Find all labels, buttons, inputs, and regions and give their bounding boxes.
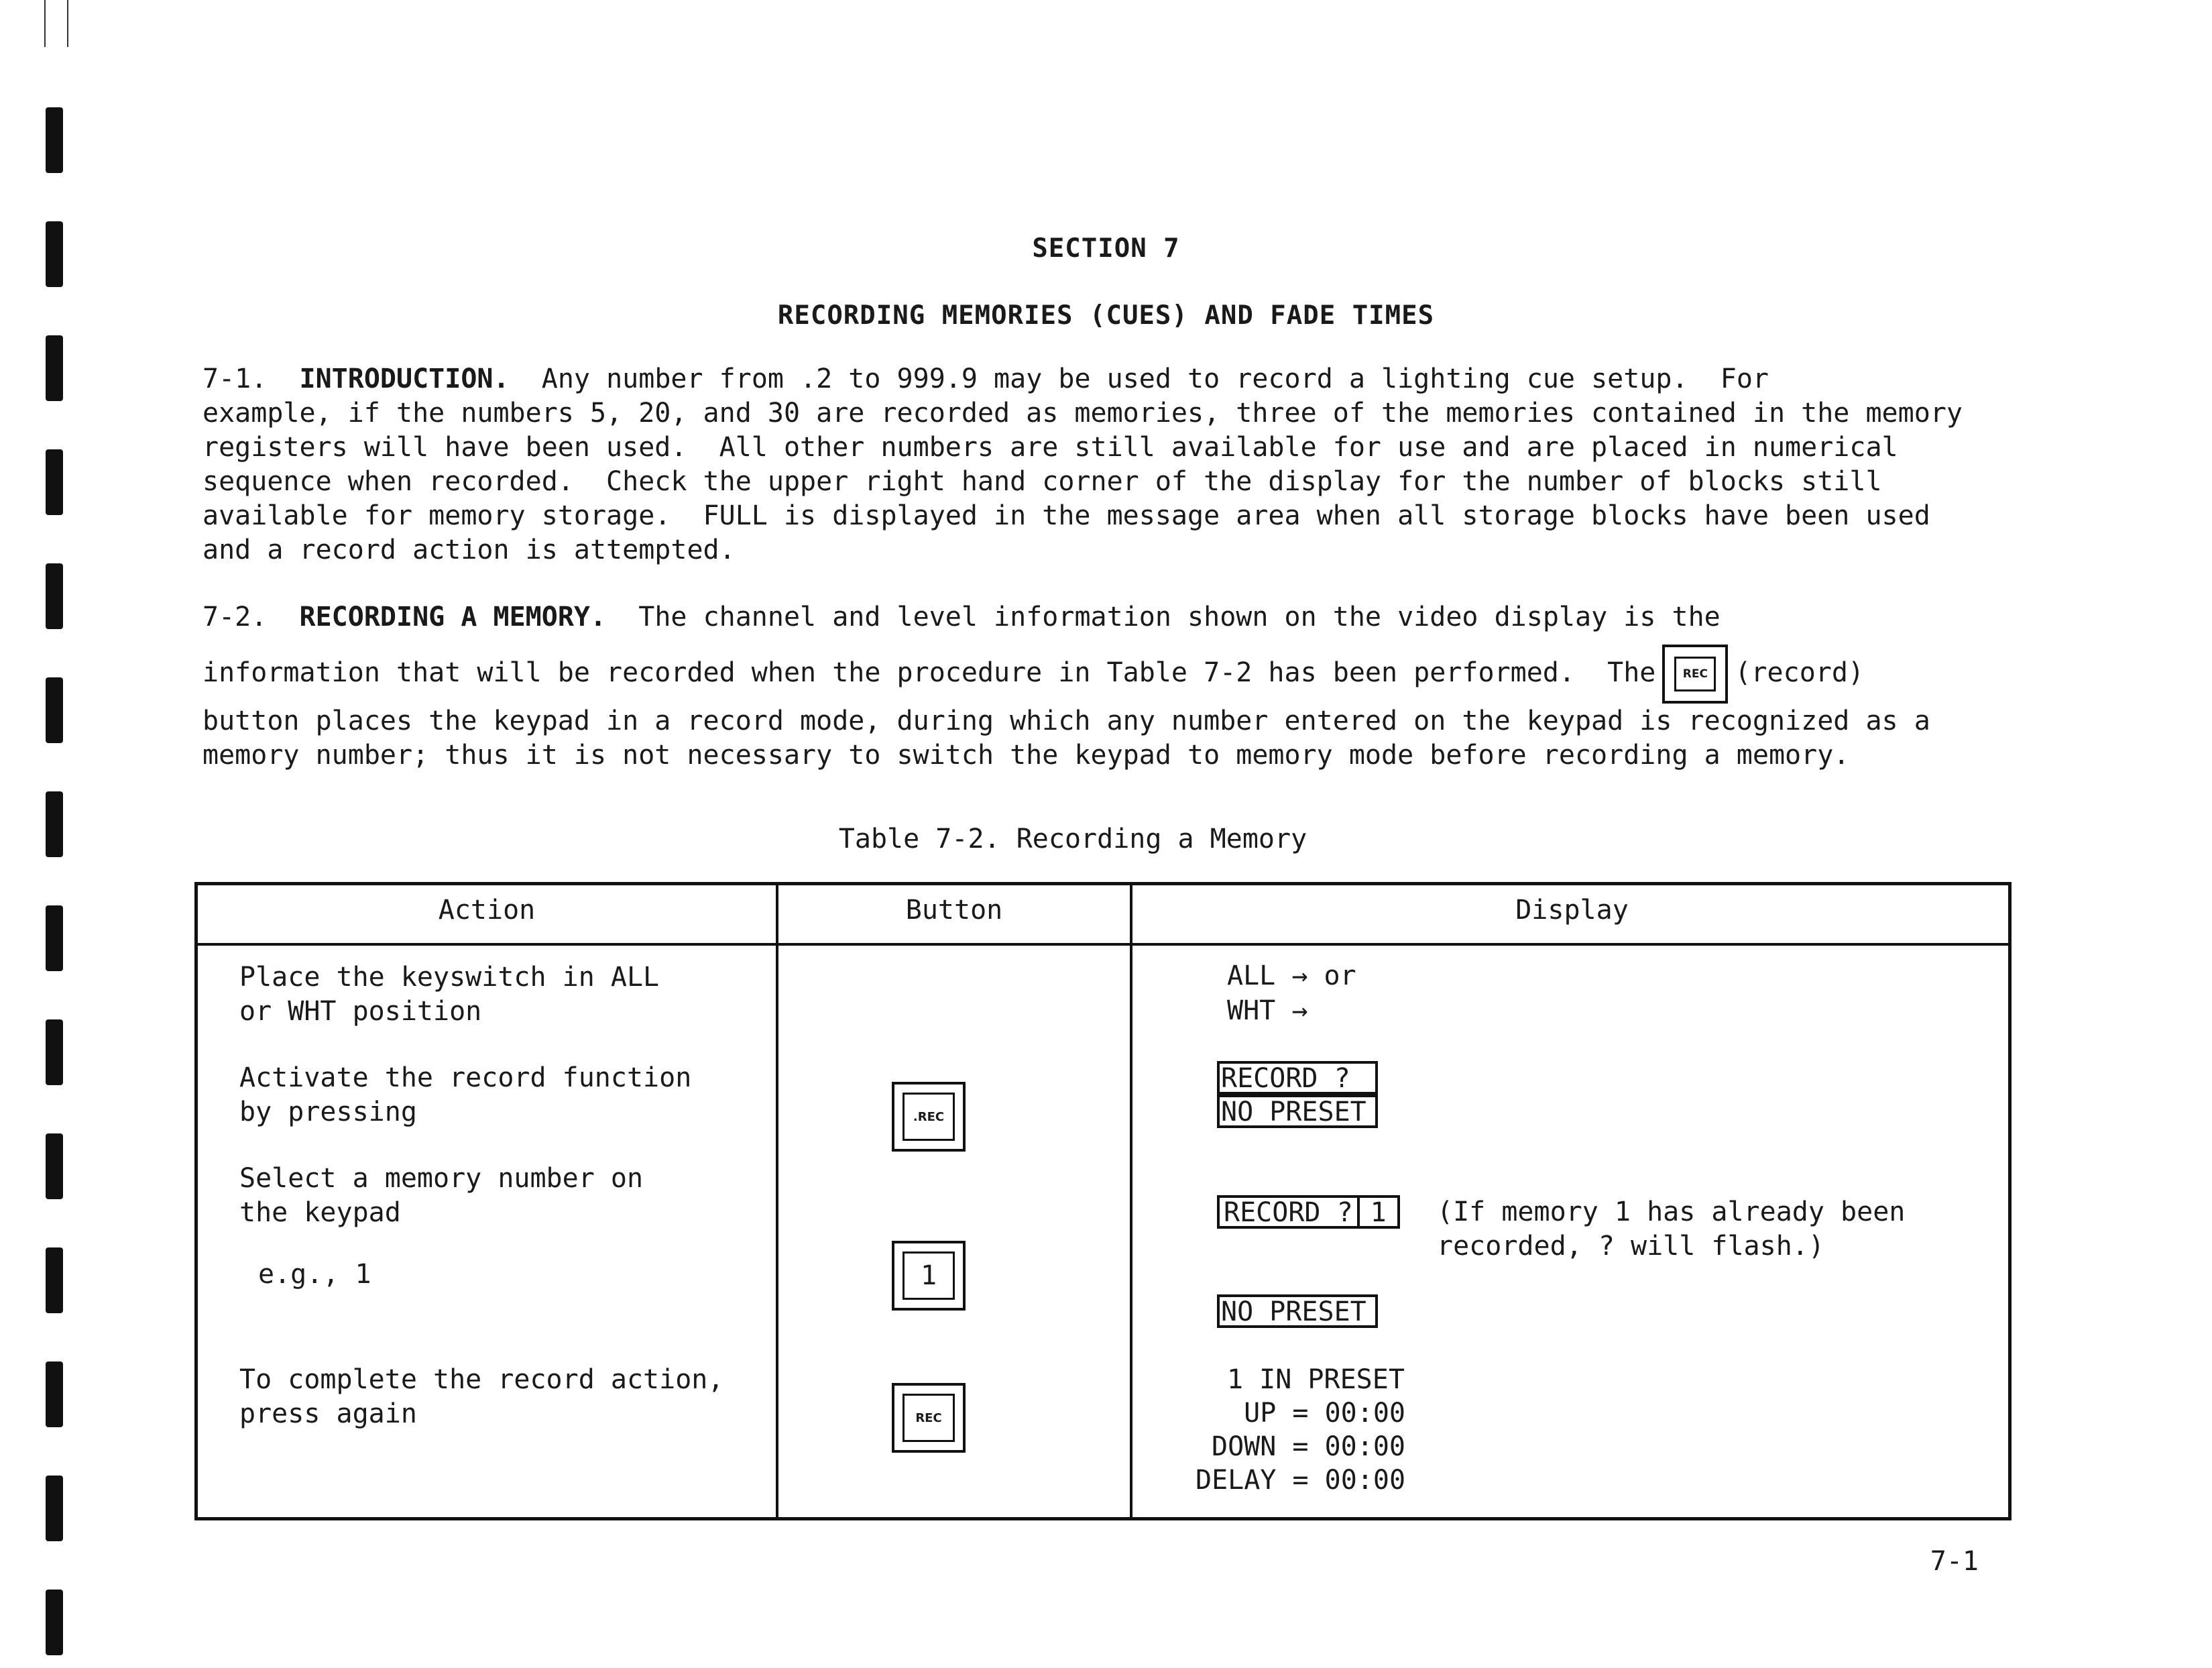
- binder-hole: [46, 905, 63, 971]
- binder-hole: [46, 563, 63, 629]
- action-example: e.g., 1: [258, 1259, 371, 1290]
- intro-line: available for memory storage. FULL is displayed in the message area when all storage blocks have been used: [202, 500, 1930, 531]
- binder-hole: [46, 449, 63, 515]
- display-record-number: 1: [1357, 1198, 1397, 1226]
- intro-number: 7-1.: [202, 364, 268, 394]
- display-record-box: RECORD ?: [1217, 1061, 1378, 1095]
- binder-hole: [46, 1361, 63, 1427]
- recording-line: information that will be recorded when the procedure in Table 7-2 has been performed. The: [202, 657, 1656, 688]
- recording-line: The channel and level information shown on the video display is the: [638, 602, 1721, 632]
- display-no-preset-box: NO PRESET: [1217, 1294, 1378, 1328]
- display-line: ALL → or: [1227, 960, 1356, 991]
- binder-hole: [46, 1590, 63, 1655]
- recording-line: button places the keypad in a record mode, during which any number entered on the keypad is recognized as a: [202, 706, 1930, 736]
- rec-button-label: .REC: [903, 1093, 955, 1141]
- binder-hole: [46, 677, 63, 743]
- table-caption: Table 7-2. Recording a Memory: [838, 824, 1307, 854]
- section-heading: SECTION 7: [1032, 233, 1180, 264]
- action-cell: Activate the record function by pressing: [239, 1062, 692, 1127]
- column-divider: [776, 885, 778, 1517]
- recording-line: (record): [1735, 657, 1865, 688]
- recording-paragraph-line2: [202, 641, 2053, 705]
- action-cell: Place the keyswitch in ALL or WHT position: [239, 962, 660, 1027]
- display-line: DELAY = 00:00: [1196, 1465, 1406, 1496]
- display-record-split: [1217, 1195, 1400, 1229]
- intro-line: and a record action is attempted.: [202, 535, 736, 565]
- digit-button-label: 1: [903, 1252, 955, 1300]
- rec-button-label: REC: [903, 1394, 955, 1442]
- recording-number: 7-2.: [202, 602, 268, 632]
- binder-hole: [46, 107, 63, 173]
- intro-line: example, if the numbers 5, 20, and 30 are recorded as memories, three of the memories contained in the memory: [202, 398, 1963, 429]
- display-note: (If memory 1 has already been recorded, ? will flash.): [1437, 1197, 1906, 1262]
- intro-line: Any number from .2 to 999.9 may be used to record a lighting cue setup. For: [541, 364, 1769, 394]
- action-cell: To complete the record action, press again: [239, 1364, 724, 1429]
- recording-heading: RECORDING A MEMORY.: [299, 602, 607, 632]
- action-cell: Select a memory number on the keypad: [239, 1163, 644, 1228]
- display-no-preset-box: NO PRESET: [1217, 1095, 1378, 1128]
- column-header-button: Button: [905, 895, 1003, 926]
- rec-key-icon: [1662, 645, 1728, 704]
- rec-button-icon: [892, 1082, 966, 1152]
- header-divider: [198, 943, 2008, 946]
- display-line: 1 IN PRESET: [1227, 1364, 1405, 1395]
- recording-paragraph-line1: [202, 600, 2053, 634]
- digit-1-button-icon: [892, 1241, 966, 1311]
- intro-paragraph: [202, 362, 2053, 567]
- recording-line: memory number; thus it is not necessary to switch the keypad to memory mode before recording a memory.: [202, 740, 1850, 771]
- display-line: WHT →: [1227, 995, 1308, 1026]
- scan-mark: [67, 0, 68, 47]
- rec-key-label: REC: [1674, 657, 1716, 691]
- recording-table: [194, 882, 2012, 1520]
- binder-hole: [46, 1247, 63, 1313]
- binder-hole: [46, 1019, 63, 1085]
- rec-button-icon: [892, 1383, 966, 1453]
- column-divider: [1130, 885, 1132, 1517]
- binder-hole: [46, 1476, 63, 1541]
- intro-line: sequence when recorded. Check the upper right hand corner of the display for the number of blocks still: [202, 466, 1882, 497]
- section-title: RECORDING MEMORIES (CUES) AND FADE TIMES: [777, 300, 1435, 331]
- binder-hole: [46, 335, 63, 401]
- column-header-action: Action: [438, 895, 536, 926]
- column-header-display: Display: [1515, 895, 1629, 926]
- page-number: 7-1: [1930, 1546, 1979, 1577]
- scan-mark: [44, 0, 46, 47]
- intro-heading: INTRODUCTION.: [299, 364, 510, 394]
- recording-paragraph-rest: [202, 704, 2053, 773]
- display-line: DOWN = 00:00: [1212, 1431, 1405, 1462]
- display-line: UP = 00:00: [1212, 1398, 1405, 1429]
- display-record-label: RECORD ?: [1224, 1197, 1353, 1228]
- binder-hole: [46, 1133, 63, 1199]
- intro-line: registers will have been used. All other numbers are still available for use and are placed in numerical: [202, 432, 1898, 463]
